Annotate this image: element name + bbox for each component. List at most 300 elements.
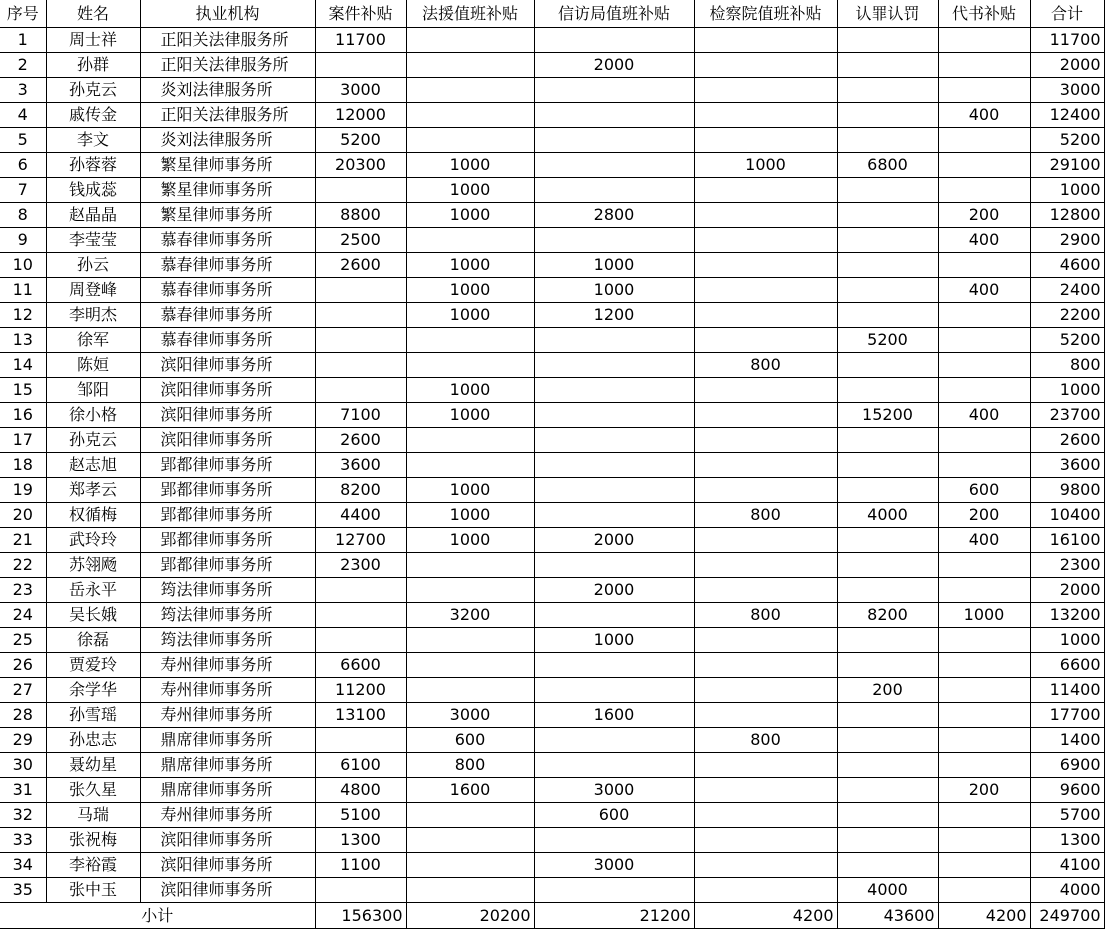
cell-case-subsidy: 11200	[315, 678, 406, 703]
cell-procuratorate-duty	[694, 578, 837, 603]
subtotal-plea: 43600	[837, 903, 938, 929]
cell-legal-aid-duty	[406, 328, 534, 353]
cell-total: 5200	[1030, 128, 1104, 153]
cell-petition-duty: 3000	[534, 853, 694, 878]
cell-index: 14	[0, 353, 46, 378]
cell-total: 13200	[1030, 603, 1104, 628]
cell-index: 25	[0, 628, 46, 653]
cell-institution: 郢都律师事务所	[140, 453, 315, 478]
cell-writing-subsidy	[938, 303, 1030, 328]
subtotal-row	[0, 903, 1104, 929]
cell-institution: 滨阳律师事务所	[140, 403, 315, 428]
table-row	[0, 653, 1104, 678]
cell-case-subsidy: 7100	[315, 403, 406, 428]
cell-legal-aid-duty: 1600	[406, 778, 534, 803]
cell-total: 5700	[1030, 803, 1104, 828]
cell-index: 1	[0, 28, 46, 53]
cell-petition-duty	[534, 878, 694, 903]
table-row	[0, 228, 1104, 253]
cell-legal-aid-duty	[406, 628, 534, 653]
cell-legal-aid-duty	[406, 828, 534, 853]
cell-procuratorate-duty	[694, 703, 837, 728]
cell-writing-subsidy	[938, 78, 1030, 103]
cell-name: 徐军	[46, 328, 140, 353]
cell-writing-subsidy	[938, 378, 1030, 403]
table-row	[0, 478, 1104, 503]
cell-total: 11400	[1030, 678, 1104, 703]
cell-petition-duty: 1000	[534, 253, 694, 278]
header-legal-aid-duty: 法援值班补贴	[406, 0, 534, 28]
cell-legal-aid-duty	[406, 103, 534, 128]
cell-total: 12400	[1030, 103, 1104, 128]
cell-legal-aid-duty	[406, 653, 534, 678]
cell-procuratorate-duty	[694, 678, 837, 703]
cell-name: 李裕霞	[46, 853, 140, 878]
cell-name: 徐小格	[46, 403, 140, 428]
cell-institution: 慕春律师事务所	[140, 253, 315, 278]
cell-case-subsidy: 3000	[315, 78, 406, 103]
cell-plea	[837, 728, 938, 753]
cell-index: 12	[0, 303, 46, 328]
cell-name: 戚传金	[46, 103, 140, 128]
cell-case-subsidy	[315, 53, 406, 78]
cell-plea	[837, 553, 938, 578]
cell-legal-aid-duty: 600	[406, 728, 534, 753]
cell-procuratorate-duty	[694, 653, 837, 678]
cell-name: 邹阳	[46, 378, 140, 403]
cell-legal-aid-duty	[406, 578, 534, 603]
cell-writing-subsidy	[938, 128, 1030, 153]
cell-total: 2000	[1030, 578, 1104, 603]
cell-index: 18	[0, 453, 46, 478]
cell-petition-duty	[534, 553, 694, 578]
cell-index: 29	[0, 728, 46, 753]
cell-institution: 滨阳律师事务所	[140, 353, 315, 378]
cell-writing-subsidy: 400	[938, 528, 1030, 553]
table-row	[0, 203, 1104, 228]
cell-procuratorate-duty	[694, 428, 837, 453]
cell-plea	[837, 128, 938, 153]
cell-petition-duty	[534, 403, 694, 428]
cell-total: 2600	[1030, 428, 1104, 453]
table-row	[0, 678, 1104, 703]
cell-plea	[837, 53, 938, 78]
cell-index: 35	[0, 878, 46, 903]
cell-petition-duty	[534, 478, 694, 503]
cell-plea	[837, 478, 938, 503]
cell-legal-aid-duty	[406, 228, 534, 253]
cell-petition-duty	[534, 78, 694, 103]
cell-case-subsidy: 2600	[315, 428, 406, 453]
cell-legal-aid-duty	[406, 678, 534, 703]
cell-case-subsidy	[315, 603, 406, 628]
cell-petition-duty	[534, 128, 694, 153]
cell-writing-subsidy	[938, 453, 1030, 478]
cell-plea	[837, 178, 938, 203]
cell-name: 孙雪瑶	[46, 703, 140, 728]
cell-name: 张祝梅	[46, 828, 140, 853]
cell-plea	[837, 578, 938, 603]
cell-plea	[837, 253, 938, 278]
cell-case-subsidy: 11700	[315, 28, 406, 53]
table-row	[0, 778, 1104, 803]
cell-institution: 正阳关法律服务所	[140, 53, 315, 78]
cell-writing-subsidy: 400	[938, 278, 1030, 303]
cell-total: 800	[1030, 353, 1104, 378]
table-row	[0, 503, 1104, 528]
cell-total: 10400	[1030, 503, 1104, 528]
cell-name: 周登峰	[46, 278, 140, 303]
cell-plea	[837, 778, 938, 803]
cell-procuratorate-duty	[694, 453, 837, 478]
cell-procuratorate-duty	[694, 853, 837, 878]
cell-total: 9600	[1030, 778, 1104, 803]
cell-case-subsidy	[315, 303, 406, 328]
cell-procuratorate-duty: 800	[694, 503, 837, 528]
cell-total: 6600	[1030, 653, 1104, 678]
cell-procuratorate-duty	[694, 378, 837, 403]
cell-procuratorate-duty	[694, 753, 837, 778]
cell-legal-aid-duty	[406, 353, 534, 378]
cell-writing-subsidy	[938, 353, 1030, 378]
cell-writing-subsidy	[938, 878, 1030, 903]
cell-petition-duty: 1000	[534, 278, 694, 303]
cell-procuratorate-duty	[694, 828, 837, 853]
cell-index: 24	[0, 603, 46, 628]
cell-total: 4100	[1030, 853, 1104, 878]
cell-index: 7	[0, 178, 46, 203]
cell-total: 1300	[1030, 828, 1104, 853]
cell-index: 2	[0, 53, 46, 78]
header-case-subsidy: 案件补贴	[315, 0, 406, 28]
header-writing-subsidy: 代书补贴	[938, 0, 1030, 28]
cell-index: 34	[0, 853, 46, 878]
cell-legal-aid-duty: 1000	[406, 278, 534, 303]
cell-petition-duty	[534, 428, 694, 453]
cell-petition-duty: 2000	[534, 578, 694, 603]
cell-petition-duty	[534, 353, 694, 378]
cell-writing-subsidy	[938, 703, 1030, 728]
table-row	[0, 303, 1104, 328]
header-index: 序号	[0, 0, 46, 28]
cell-name: 贾爱玲	[46, 653, 140, 678]
cell-total: 2900	[1030, 228, 1104, 253]
cell-case-subsidy	[315, 278, 406, 303]
cell-total: 4000	[1030, 878, 1104, 903]
cell-case-subsidy: 1100	[315, 853, 406, 878]
cell-total: 16100	[1030, 528, 1104, 553]
table-row	[0, 853, 1104, 878]
cell-name: 郑孝云	[46, 478, 140, 503]
cell-total: 2400	[1030, 278, 1104, 303]
table-row	[0, 103, 1104, 128]
cell-petition-duty	[534, 328, 694, 353]
cell-total: 9800	[1030, 478, 1104, 503]
cell-writing-subsidy: 200	[938, 203, 1030, 228]
cell-plea	[837, 303, 938, 328]
cell-procuratorate-duty	[694, 303, 837, 328]
cell-petition-duty	[534, 603, 694, 628]
cell-name: 孙忠志	[46, 728, 140, 753]
cell-procuratorate-duty	[694, 328, 837, 353]
cell-plea	[837, 753, 938, 778]
cell-petition-duty	[534, 378, 694, 403]
cell-name: 陈姮	[46, 353, 140, 378]
cell-plea	[837, 453, 938, 478]
cell-writing-subsidy: 400	[938, 103, 1030, 128]
cell-legal-aid-duty: 1000	[406, 203, 534, 228]
cell-total: 29100	[1030, 153, 1104, 178]
cell-name: 张中玉	[46, 878, 140, 903]
cell-petition-duty	[534, 153, 694, 178]
cell-index: 4	[0, 103, 46, 128]
cell-index: 26	[0, 653, 46, 678]
cell-writing-subsidy	[938, 728, 1030, 753]
cell-case-subsidy: 5100	[315, 803, 406, 828]
cell-procuratorate-duty	[694, 878, 837, 903]
cell-name: 苏翎飏	[46, 553, 140, 578]
cell-total: 6900	[1030, 753, 1104, 778]
table-row	[0, 378, 1104, 403]
cell-case-subsidy	[315, 353, 406, 378]
cell-petition-duty	[534, 28, 694, 53]
cell-plea: 5200	[837, 328, 938, 353]
cell-name: 孙克云	[46, 428, 140, 453]
cell-total: 5200	[1030, 328, 1104, 353]
cell-name: 武玲玲	[46, 528, 140, 553]
cell-legal-aid-duty	[406, 53, 534, 78]
cell-procuratorate-duty: 1000	[694, 153, 837, 178]
cell-total: 12800	[1030, 203, 1104, 228]
cell-procuratorate-duty	[694, 128, 837, 153]
cell-case-subsidy: 6600	[315, 653, 406, 678]
header-institution: 执业机构	[140, 0, 315, 28]
cell-name: 徐磊	[46, 628, 140, 653]
cell-writing-subsidy	[938, 153, 1030, 178]
cell-legal-aid-duty: 1000	[406, 503, 534, 528]
cell-procuratorate-duty: 800	[694, 353, 837, 378]
cell-name: 张久星	[46, 778, 140, 803]
cell-procuratorate-duty	[694, 528, 837, 553]
cell-procuratorate-duty: 800	[694, 603, 837, 628]
cell-writing-subsidy	[938, 828, 1030, 853]
table-row	[0, 828, 1104, 853]
cell-institution: 鼎席律师事务所	[140, 753, 315, 778]
cell-name: 李文	[46, 128, 140, 153]
cell-institution: 筠法律师事务所	[140, 628, 315, 653]
cell-plea	[837, 653, 938, 678]
cell-plea: 8200	[837, 603, 938, 628]
cell-index: 9	[0, 228, 46, 253]
cell-total: 23700	[1030, 403, 1104, 428]
cell-index: 21	[0, 528, 46, 553]
cell-case-subsidy: 5200	[315, 128, 406, 153]
cell-plea	[837, 28, 938, 53]
cell-institution: 炎刘法律服务所	[140, 78, 315, 103]
cell-legal-aid-duty: 1000	[406, 178, 534, 203]
cell-petition-duty	[534, 103, 694, 128]
cell-petition-duty: 2000	[534, 528, 694, 553]
cell-legal-aid-duty	[406, 453, 534, 478]
cell-legal-aid-duty: 3000	[406, 703, 534, 728]
cell-procuratorate-duty	[694, 203, 837, 228]
cell-writing-subsidy	[938, 803, 1030, 828]
header-total: 合计	[1030, 0, 1104, 28]
subtotal-label: 小计	[0, 903, 315, 929]
cell-writing-subsidy	[938, 653, 1030, 678]
cell-name: 周士祥	[46, 28, 140, 53]
cell-procuratorate-duty	[694, 778, 837, 803]
cell-index: 11	[0, 278, 46, 303]
cell-name: 吴长娥	[46, 603, 140, 628]
cell-procuratorate-duty	[694, 403, 837, 428]
cell-procuratorate-duty	[694, 178, 837, 203]
cell-legal-aid-duty: 1000	[406, 253, 534, 278]
cell-writing-subsidy	[938, 253, 1030, 278]
subtotal-case-subsidy: 156300	[315, 903, 406, 929]
cell-writing-subsidy: 400	[938, 228, 1030, 253]
cell-procuratorate-duty	[694, 78, 837, 103]
cell-plea	[837, 628, 938, 653]
cell-name: 马瑞	[46, 803, 140, 828]
cell-writing-subsidy	[938, 328, 1030, 353]
cell-procuratorate-duty	[694, 28, 837, 53]
cell-index: 27	[0, 678, 46, 703]
cell-petition-duty	[534, 678, 694, 703]
cell-name: 岳永平	[46, 578, 140, 603]
cell-name: 孙蓉蓉	[46, 153, 140, 178]
cell-legal-aid-duty	[406, 553, 534, 578]
cell-name: 李明杰	[46, 303, 140, 328]
cell-procuratorate-duty	[694, 53, 837, 78]
cell-plea: 15200	[837, 403, 938, 428]
cell-plea	[837, 278, 938, 303]
cell-writing-subsidy	[938, 578, 1030, 603]
cell-plea	[837, 428, 938, 453]
cell-plea	[837, 853, 938, 878]
cell-writing-subsidy: 200	[938, 778, 1030, 803]
cell-index: 19	[0, 478, 46, 503]
cell-institution: 寿州律师事务所	[140, 653, 315, 678]
cell-legal-aid-duty: 800	[406, 753, 534, 778]
cell-legal-aid-duty	[406, 128, 534, 153]
cell-petition-duty	[534, 453, 694, 478]
cell-procuratorate-duty	[694, 103, 837, 128]
cell-case-subsidy	[315, 728, 406, 753]
table-row	[0, 728, 1104, 753]
cell-petition-duty: 1200	[534, 303, 694, 328]
table-row	[0, 53, 1104, 78]
cell-institution: 郢都律师事务所	[140, 503, 315, 528]
cell-institution: 慕春律师事务所	[140, 278, 315, 303]
cell-legal-aid-duty: 1000	[406, 303, 534, 328]
cell-petition-duty	[534, 503, 694, 528]
cell-name: 钱成蕊	[46, 178, 140, 203]
cell-plea	[837, 353, 938, 378]
cell-legal-aid-duty	[406, 853, 534, 878]
cell-writing-subsidy: 400	[938, 403, 1030, 428]
cell-case-subsidy: 8200	[315, 478, 406, 503]
cell-legal-aid-duty	[406, 428, 534, 453]
cell-procuratorate-duty	[694, 553, 837, 578]
cell-case-subsidy: 20300	[315, 153, 406, 178]
table-row	[0, 628, 1104, 653]
cell-procuratorate-duty	[694, 803, 837, 828]
cell-index: 3	[0, 78, 46, 103]
cell-index: 15	[0, 378, 46, 403]
cell-petition-duty	[534, 653, 694, 678]
cell-case-subsidy: 2500	[315, 228, 406, 253]
cell-index: 32	[0, 803, 46, 828]
cell-procuratorate-duty	[694, 278, 837, 303]
cell-name: 赵志旭	[46, 453, 140, 478]
subtotal-total: 249700	[1030, 903, 1104, 929]
cell-writing-subsidy: 1000	[938, 603, 1030, 628]
cell-plea	[837, 703, 938, 728]
header-plea: 认罪认罚	[837, 0, 938, 28]
cell-writing-subsidy: 600	[938, 478, 1030, 503]
cell-petition-duty	[534, 753, 694, 778]
cell-petition-duty	[534, 228, 694, 253]
cell-index: 22	[0, 553, 46, 578]
cell-total: 2200	[1030, 303, 1104, 328]
cell-petition-duty: 1600	[534, 703, 694, 728]
cell-index: 20	[0, 503, 46, 528]
cell-case-subsidy: 2600	[315, 253, 406, 278]
cell-institution: 慕春律师事务所	[140, 303, 315, 328]
cell-institution: 寿州律师事务所	[140, 703, 315, 728]
cell-case-subsidy: 12000	[315, 103, 406, 128]
table-row	[0, 528, 1104, 553]
cell-institution: 正阳关法律服务所	[140, 103, 315, 128]
cell-index: 28	[0, 703, 46, 728]
cell-institution: 繁星律师事务所	[140, 178, 315, 203]
table-row	[0, 328, 1104, 353]
cell-index: 5	[0, 128, 46, 153]
cell-petition-duty: 2800	[534, 203, 694, 228]
cell-institution: 滨阳律师事务所	[140, 828, 315, 853]
cell-index: 17	[0, 428, 46, 453]
cell-plea	[837, 78, 938, 103]
cell-petition-duty	[534, 828, 694, 853]
cell-case-subsidy: 1300	[315, 828, 406, 853]
table-row	[0, 428, 1104, 453]
table-row	[0, 253, 1104, 278]
cell-writing-subsidy	[938, 428, 1030, 453]
cell-name: 孙克云	[46, 78, 140, 103]
table-row	[0, 878, 1104, 903]
cell-case-subsidy	[315, 878, 406, 903]
cell-index: 23	[0, 578, 46, 603]
cell-case-subsidy: 4800	[315, 778, 406, 803]
header-name: 姓名	[46, 0, 140, 28]
cell-case-subsidy: 8800	[315, 203, 406, 228]
table-row	[0, 28, 1104, 53]
cell-petition-duty	[534, 178, 694, 203]
cell-institution: 筠法律师事务所	[140, 578, 315, 603]
cell-petition-duty: 1000	[534, 628, 694, 653]
cell-institution: 郢都律师事务所	[140, 478, 315, 503]
subtotal-writing-subsidy: 4200	[938, 903, 1030, 929]
cell-writing-subsidy	[938, 553, 1030, 578]
cell-total: 3000	[1030, 78, 1104, 103]
cell-plea	[837, 228, 938, 253]
cell-writing-subsidy	[938, 178, 1030, 203]
cell-institution: 鼎席律师事务所	[140, 778, 315, 803]
cell-institution: 滨阳律师事务所	[140, 428, 315, 453]
cell-institution: 慕春律师事务所	[140, 228, 315, 253]
cell-plea	[837, 203, 938, 228]
